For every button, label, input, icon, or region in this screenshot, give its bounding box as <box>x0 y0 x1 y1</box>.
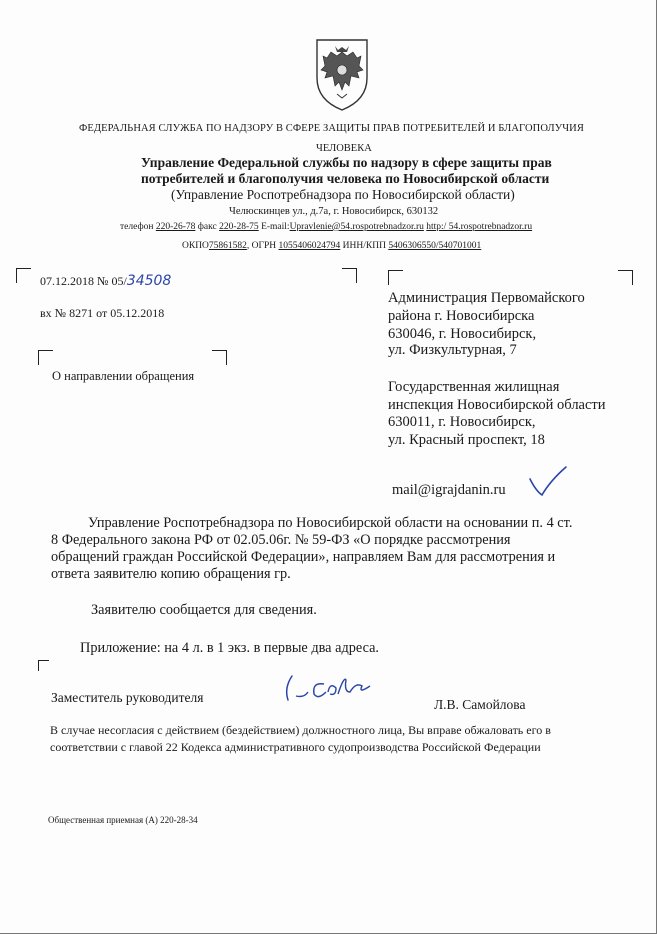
body-paragraph-1-line3: обращений граждан Российской Федерации», направляем Вам для рассмотрения и <box>51 549 556 565</box>
agency-name-line2: ЧЕЛОВЕКА <box>316 143 372 154</box>
phone-number: 220-26-78 <box>155 222 196 232</box>
incoming-number: вх № 8271 от 05.12.2018 <box>40 306 165 320</box>
body-paragraph-1-line4: ответа заявителю копию обращения гр. <box>51 566 291 582</box>
subject-corner-right <box>212 350 227 365</box>
recipient-1-line4: ул. Физкультурная, 7 <box>388 342 517 358</box>
appeal-rights-note: В случае несогласия с действием (бездействием) должностного лица, Вы вправе обжаловать его в соответствии с главой 22 Кодекса административного судопроизводства Российской Федерации <box>50 723 551 754</box>
handwritten-checkmark <box>528 465 568 499</box>
signatory-name: Л.В. Самойлова <box>434 697 526 712</box>
recipient-2-line1: Государственная жилищная <box>388 379 560 395</box>
department-name-line2: потребителей и благополучия человека по Новосибирской области <box>141 171 550 186</box>
outgoing-number <box>40 273 171 289</box>
recipient-2-line3: 630011, г. Новосибирск, <box>388 414 536 430</box>
agency-name-line1: ФЕДЕРАЛЬНАЯ СЛУЖБА ПО НАДЗОРУ В СФЕРЕ ЗАЩИТЫ ПРАВ ПОТРЕБИТЕЛЕЙ И БЛАГОПОЛУЧИЯ <box>79 123 584 134</box>
attachment-line: Приложение: на 4 л. в 1 экз. в первые два адреса. <box>80 640 380 656</box>
okpo-label: ОКПО <box>182 241 209 251</box>
contact-line <box>120 222 532 232</box>
recipient-2-line4: ул. Красный проспект, 18 <box>388 432 545 448</box>
fax-label: факс <box>197 222 217 232</box>
fax-number: 220-28-75 <box>219 222 259 232</box>
recipient-1-line3: 630046, г. Новосибирск, <box>388 326 537 342</box>
body-paragraph-2: Заявителю сообщается для сведения. <box>91 602 317 618</box>
recipient-2-line2: инспекция Новосибирской области <box>388 397 606 413</box>
phone-label: телефон <box>120 222 154 232</box>
email-link[interactable]: Upravlenie@54.rospotrebnadzor.ru <box>289 222 424 232</box>
subject-corner-left <box>38 350 53 365</box>
okpo-value: 75861582 <box>208 241 247 251</box>
corner-mark-top-right <box>342 268 357 283</box>
recipient-corner-right <box>618 270 633 285</box>
recipient-1-line1: Администрация Первомайского <box>388 290 585 306</box>
inn-label: ИНН/КПП <box>342 241 386 251</box>
handwritten-signature <box>278 670 374 708</box>
department-name-line1: Управление Федеральной службы по надзору в сфере защиты прав <box>141 155 552 170</box>
outgoing-number-prefix: 07.12.2018 № 05/ <box>40 274 127 288</box>
public-reception-phone: Общественная приемная (А) 220-28-34 <box>48 815 198 825</box>
signatory-position: Заместитель руководителя <box>51 690 204 705</box>
inn-value: 5406306550/540701001 <box>388 241 482 251</box>
department-short-name: (Управление Роспотребнадзора по Новосибирской области) <box>171 187 515 202</box>
body-paragraph-1-line1: Управление Роспотребнадзора по Новосибирской области на основании п. 4 ст. <box>88 515 573 531</box>
recipient-3-email: mail@igrajdanin.ru <box>392 482 506 498</box>
ogrn-value: 1055406024794 <box>278 241 341 251</box>
recipient-corner-left <box>388 270 403 285</box>
email-label: E-mail: <box>261 222 290 232</box>
subject-line: О направлении обращения <box>52 369 195 383</box>
coat-of-arms-emblem <box>313 38 371 112</box>
website-link[interactable]: http:/ 54.rospotrebnadzor.ru <box>426 222 533 232</box>
attachment-corner-mark <box>38 660 49 671</box>
body-paragraph-1-line2: 8 Федерального закона РФ от 02.05.06г. № 59-ФЗ «О порядке рассмотрения <box>51 532 511 548</box>
corner-mark-top-left <box>16 268 31 283</box>
registry-ids-line: ОКПО75861582, ОГРН 1055406024794 ИНН/КПП 5406306550/540701001 <box>182 241 482 251</box>
department-address: Челюскинцев ул., д.7а, г. Новосибирск, 630132 <box>229 206 439 217</box>
outgoing-number-handwritten: 34508 <box>126 273 172 289</box>
recipient-1-line2: района г. Новосибирска <box>388 308 535 324</box>
ogrn-label: ОГРН <box>251 241 277 251</box>
